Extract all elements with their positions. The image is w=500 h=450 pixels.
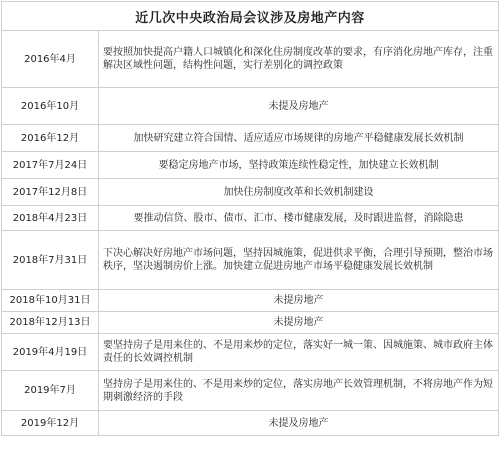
content-cell: 要坚持房子是用来住的、不是用来炒的定位，落实好一城一策、因城施策、城市政府主体责任的长效调控机制 xyxy=(99,334,499,371)
date-cell: 2016年10月 xyxy=(2,88,99,125)
date-cell: 2017年7月24日 xyxy=(2,152,99,179)
table-row xyxy=(2,88,499,125)
date-cell: 2017年12月8日 xyxy=(2,179,99,206)
date-cell: 2018年10月31日 xyxy=(2,290,99,312)
date-cell: 2018年4月23日 xyxy=(2,206,99,231)
content-cell: 加快住房制度改革和长效机制建设 xyxy=(99,179,499,206)
content-cell: 要推动信贷、股市、债市、汇市、楼市健康发展，及时跟进监督，消除隐患 xyxy=(99,206,499,231)
table-row xyxy=(2,206,499,231)
policy-table xyxy=(1,30,499,436)
date-cell: 2018年7月31日 xyxy=(2,231,99,290)
content-cell: 要按照加快提高户籍人口城镇化和深化住房制度改革的要求，有序消化房地产库存，注重解决区域性问题，结构性问题，实行差别化的调控政策 xyxy=(99,31,499,88)
table-row xyxy=(2,411,499,436)
content-cell: 坚持房子是用来住的、不是用来炒的定位，落实房地产长效管理机制，不将房地产作为短期刺激经济的手段 xyxy=(99,371,499,411)
content-cell: 加快研究建立符合国情、适应适应市场规律的房地产平稳健康发展长效机制 xyxy=(99,125,499,152)
date-cell: 2019年12月 xyxy=(2,411,99,436)
table-sheet xyxy=(1,1,499,448)
table-row xyxy=(2,312,499,334)
table-row xyxy=(2,31,499,88)
table-row xyxy=(2,371,499,411)
date-cell: 2016年4月 xyxy=(2,31,99,88)
table-row xyxy=(2,290,499,312)
date-cell: 2019年4月19日 xyxy=(2,334,99,371)
table-row xyxy=(2,334,499,371)
content-cell: 未提及房地产 xyxy=(99,88,499,125)
table-row xyxy=(2,152,499,179)
content-cell: 下决心解决好房地产市场问题，坚持因城施策，促进供求平衡，合理引导预期，整治市场秩序，坚决遏制房价上涨。加快建立促进房地产市场平稳健康发展长效机制 xyxy=(99,231,499,290)
date-cell: 2019年7月 xyxy=(2,371,99,411)
content-cell: 未提房地产 xyxy=(99,290,499,312)
table-title: 近几次中央政治局会议涉及房地产内容 xyxy=(1,1,499,30)
date-cell: 2018年12月13日 xyxy=(2,312,99,334)
content-cell: 未提房地产 xyxy=(99,312,499,334)
content-cell: 未提及房地产 xyxy=(99,411,499,436)
table-row xyxy=(2,179,499,206)
date-cell: 2016年12月 xyxy=(2,125,99,152)
table-row xyxy=(2,125,499,152)
table-row xyxy=(2,231,499,290)
content-cell: 要稳定房地产市场，坚持政策连续性稳定性，加快建立长效机制 xyxy=(99,152,499,179)
